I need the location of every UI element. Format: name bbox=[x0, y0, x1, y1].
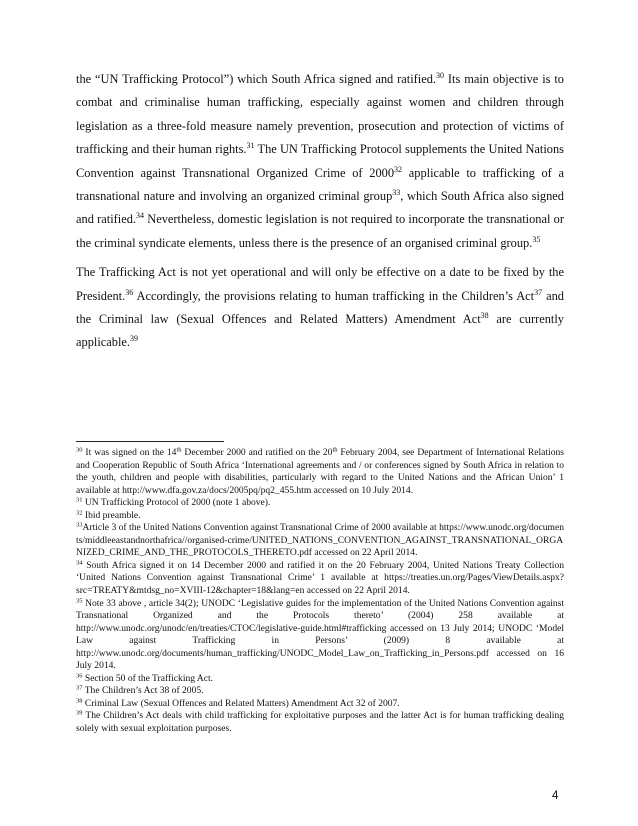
body-text bbox=[76, 68, 564, 361]
footnote-ref-36[interactable]: 36 bbox=[125, 287, 134, 297]
footnote-number: 38 bbox=[76, 697, 83, 705]
paragraph-2-text: The Trafficking Act is not yet operational and will only be effective on a date to be fixed by the President. bbox=[76, 265, 564, 303]
footnote-ref-32[interactable]: 32 bbox=[394, 164, 403, 174]
footnote-number: 33 bbox=[76, 521, 83, 529]
footnote-text: The Children’s Act 38 of 2005. bbox=[82, 685, 204, 697]
ordinal-suffix: th bbox=[332, 446, 338, 454]
paragraph-2-text: and the Criminal law (Sexual Offences and Related Matters) Amendment Act bbox=[76, 288, 564, 327]
footnote-text: UN Trafficking Protocol of 2000 (note 1 above). bbox=[82, 497, 271, 509]
footnote-number: 35 bbox=[76, 597, 83, 605]
footnote-text: It was signed on the 14 bbox=[82, 447, 177, 458]
footnote-37 bbox=[76, 685, 564, 698]
paragraph-1-text: Its main objective is to combat and criminalise human trafficking, especially against women and children through legislation as a three-fold measure namely prevention, prosecution and protection of victims of trafficking and their human rights. bbox=[76, 72, 564, 157]
footnote-text: February 2004, see Department of International Relations and Cooperation Republic of South Africa ‘International agreements and / or conferences signed by South Africa in relation to the youth, children and people with disabilities, particularly with regard to the United Nations and the African Union’ 1 available at http://www.dfa.gov.za/docs/2005pq/pq2_455.htm accessed on 10 July 2014. bbox=[76, 447, 564, 496]
footnote-ref-34[interactable]: 34 bbox=[136, 211, 145, 221]
paragraph-1-text: Nevertheless, domestic legislation is not required to incorporate the transnational or the criminal syndicate elements, unless there is the presence of an organised criminal group. bbox=[76, 212, 564, 250]
footnote-35 bbox=[76, 598, 564, 673]
footnote-ref-37[interactable]: 37 bbox=[534, 287, 543, 297]
footnote-text: The Children’s Act deals with child trafficking for exploitative purposes and the latter Act is for human trafficking dealing solely with sexual exploitation purposes. bbox=[76, 710, 564, 735]
footnote-ref-35[interactable]: 35 bbox=[532, 234, 541, 244]
footnote-32 bbox=[76, 510, 564, 523]
paragraph-1-text: The UN Trafficking Protocol supplements the United Nations Convention against Transnational Organized Crime of 2000 bbox=[76, 142, 564, 180]
footnote-30 bbox=[76, 447, 564, 497]
footnote-number: 34 bbox=[76, 559, 83, 567]
paragraph-1-text: the “UN Trafficking Protocol”) which South Africa signed and ratified. bbox=[76, 72, 437, 86]
footnote-text: Article 3 of the United Nations Convention against Transnational Crime of 2000 available at bbox=[82, 522, 440, 534]
footnote-text: Note 33 above , article 34(2); UNODC ‘Legislative guides for the implementation of the United Nations Convention against Transnational Organized and the Protocols thereto’ (2004) 258 available at http://www.unodc.org/unodc/en/treaties/CTOC/legislative-guide.html#trafficking accessed on 13 July 2014; UNODC ‘Model Law against Trafficking in Persons’ (2009) 8 available at http://www.unodc.org/documents/human_trafficking/UNODC_Model_Law_on_Trafficking_in_Persons.pdf accessed on 16 July 2014. bbox=[76, 597, 564, 672]
footnote-number: 32 bbox=[76, 509, 83, 517]
paragraph-1-text: , which South Africa also signed and ratified. bbox=[76, 189, 564, 227]
paragraph-2 bbox=[76, 261, 564, 355]
footnote-text: Section 50 of the Trafficking Act. bbox=[82, 672, 214, 684]
footnote-text: Criminal Law (Sexual Offences and Related Matters) Amendment Act 32 of 2007. bbox=[82, 697, 400, 709]
footnote-ref-33[interactable]: 33 bbox=[392, 188, 401, 198]
footnote-text: December 2000 and ratified on the 20 bbox=[181, 447, 333, 458]
footnote-39 bbox=[76, 710, 564, 735]
footnote-ref-31[interactable]: 31 bbox=[246, 141, 255, 151]
footnote-number: 36 bbox=[76, 672, 83, 680]
footnote-text: South Africa signed it on 14 December 2000 and ratified it on the 20 February 2004, United Nations Treaty Collection ‘United Nations Convention against Transnational Crime’ 1 available at https://treaties.un.org/Pages/ViewDetails.aspx?src=TREATY&mtdsg_no=XVIII-12&chapter=18&lang=en accessed on 22 April 2014. bbox=[76, 559, 564, 597]
footnote-36 bbox=[76, 673, 564, 686]
footnote-ref-39[interactable]: 39 bbox=[130, 334, 139, 344]
footnote-separator bbox=[76, 441, 224, 442]
paragraph-1-text: applicable to trafficking of a transnational nature and involving an organized criminal group bbox=[76, 165, 564, 204]
footnotes bbox=[76, 447, 564, 736]
footnote-text: accessed on 22 April 2014. bbox=[311, 547, 418, 559]
footnote-link[interactable]: https://www.unodc.org/documents/middleeastandnorthafrica//organised-crime/UNITED_NATIONS_CONVENTION_AGAINST_TRANSNATIONAL_ORGANIZED_CRIME_AND_THE_PROTOCOLS_THERETO.pdf bbox=[76, 522, 564, 559]
paragraph-1 bbox=[76, 68, 564, 255]
footnote-number: 30 bbox=[76, 446, 83, 454]
footnote-ref-38[interactable]: 38 bbox=[480, 311, 489, 321]
footnote-ref-30[interactable]: 30 bbox=[436, 71, 445, 80]
paragraph-2-text: Accordingly, the provisions relating to human trafficking in the Children’s Act bbox=[133, 288, 535, 303]
footnote-31 bbox=[76, 497, 564, 510]
footnote-38 bbox=[76, 698, 564, 711]
footnote-number: 37 bbox=[76, 684, 83, 692]
paragraph-2-text: are currently applicable. bbox=[76, 312, 564, 350]
footnote-34 bbox=[76, 560, 564, 598]
footnote-number: 39 bbox=[76, 709, 83, 717]
page-number: 4 bbox=[552, 790, 559, 802]
ordinal-suffix: th bbox=[176, 446, 182, 454]
footnote-text: Ibid preamble. bbox=[82, 509, 141, 521]
footnote-number: 31 bbox=[76, 496, 83, 504]
footnote-33 bbox=[76, 522, 564, 560]
